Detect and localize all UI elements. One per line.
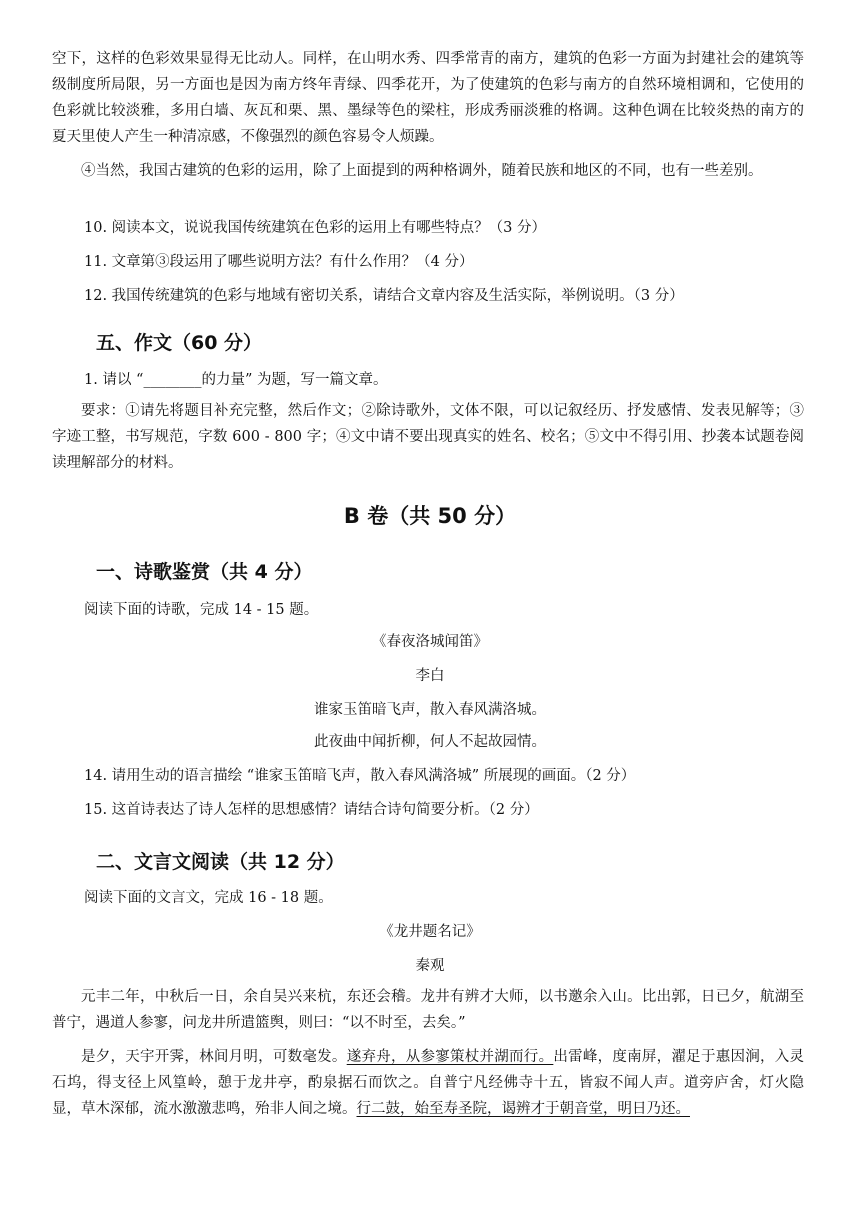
passage-paragraph-4: ④当然，我国古建筑的色彩的运用，除了上面提到的两种格调外，随着民族和地区的不同，也有一些差别。 [81, 163, 763, 179]
classical-text-title: 《龙井题名记》 [379, 924, 481, 940]
question-12: 12. 我国传统建筑的色彩与地域有密切关系，请结合文章内容及生活实际，举例说明。（3 分） [84, 288, 684, 304]
poetry-heading: 一、诗歌鉴赏（共 4 分） [96, 561, 313, 583]
poem-author: 李白 [415, 668, 445, 684]
poetry-intro: 阅读下面的诗歌，完成 14 - 15 题。 [84, 602, 319, 618]
classical-paragraph-2 [52, 1044, 804, 1122]
section-b-title: B 卷（共 50 分） [343, 504, 517, 528]
underlined-sentence-1: 遂弃舟，从参寥策杖并湖而行。 [346, 1049, 554, 1065]
composition-prompt: 1. 请以 “________的力量” 为题，写一篇文章。 [84, 372, 388, 388]
underlined-sentence-2: 行二鼓，始至寿圣院，谒辨才于朝音堂，明日乃还。 [356, 1101, 690, 1117]
question-11: 11. 文章第③段运用了哪些说明方法？有什么作用？（4 分） [84, 254, 474, 270]
composition-requirements: 要求：①请先将题目补充完整，然后作文；②除诗歌外，文体不限，可以记叙经历、抒发感情、发表见解等；③字迹工整，书写规范，字数 600 - 800 字；④文中请不要出现真实的姓名、校名；⑤文中不得引用、抄袭本试题卷阅读理解部分的材料。 [52, 403, 804, 471]
para2-text-a: 是夕，天宇开霁，林间月明，可数毫发。 [81, 1049, 347, 1065]
classical-paragraph-1: 元丰二年，中秋后一日，余自吴兴来杭，东还会稽。龙井有辨才大师，以书邀余入山。比出郭，日已夕，航湖至普宁，遇道人参寥，问龙井所遣篮舆，则曰：“以不时至，去矣。” [52, 989, 804, 1031]
classical-heading: 二、文言文阅读（共 12 分） [96, 851, 345, 873]
poem-title: 《春夜洛城闻笛》 [372, 634, 488, 650]
composition-heading: 五、作文（60 分） [96, 332, 263, 354]
classical-intro: 阅读下面的文言文，完成 16 - 18 题。 [84, 890, 333, 906]
classical-author: 秦观 [415, 958, 445, 974]
question-10: 10. 阅读本文，说说我国传统建筑在色彩的运用上有哪些特点？（3 分） [84, 220, 547, 236]
poem-line-2: 此夜曲中闻折柳，何人不起故园情。 [314, 734, 546, 750]
para2-text-b: 出雷峰，度南屏，濯足于惠因涧，入灵石坞，得支径上风篁岭，憩于龙井亭，酌泉据石而饮之。自普宁凡经佛寺十五，皆寂不闻人声。道旁庐舍，灯火隐显，草木深郁，流水激激悲鸣，殆非人间之境。 [52, 1049, 805, 1117]
poem-line-1: 谁家玉笛暗飞声，散入春风满洛城。 [314, 702, 546, 718]
question-15: 15. 这首诗表达了诗人怎样的思想感情？请结合诗句简要分析。（2 分） [84, 802, 539, 818]
question-14: 14. 请用生动的语言描绘 “谁家玉笛暗飞声，散入春风满洛城” 所展现的画面。（2 分） [84, 768, 636, 784]
passage-paragraph-continued: 空下，这样的色彩效果显得无比动人。同样，在山明水秀、四季常青的南方，建筑的色彩一方面为封建社会的建筑等级制度所局限，另一方面也是因为南方终年青绿、四季花开，为了使建筑的色彩与南方的自然环境相调和，它使用的色彩就比较淡雅，多用白墙、灰瓦和栗、黑、墨绿等色的梁柱，形成秀丽淡雅的格调。这种色调在比较炎热的南方的夏天里使人产生一种清凉感，不像强烈的颜色容易令人烦躁。 [52, 51, 804, 145]
